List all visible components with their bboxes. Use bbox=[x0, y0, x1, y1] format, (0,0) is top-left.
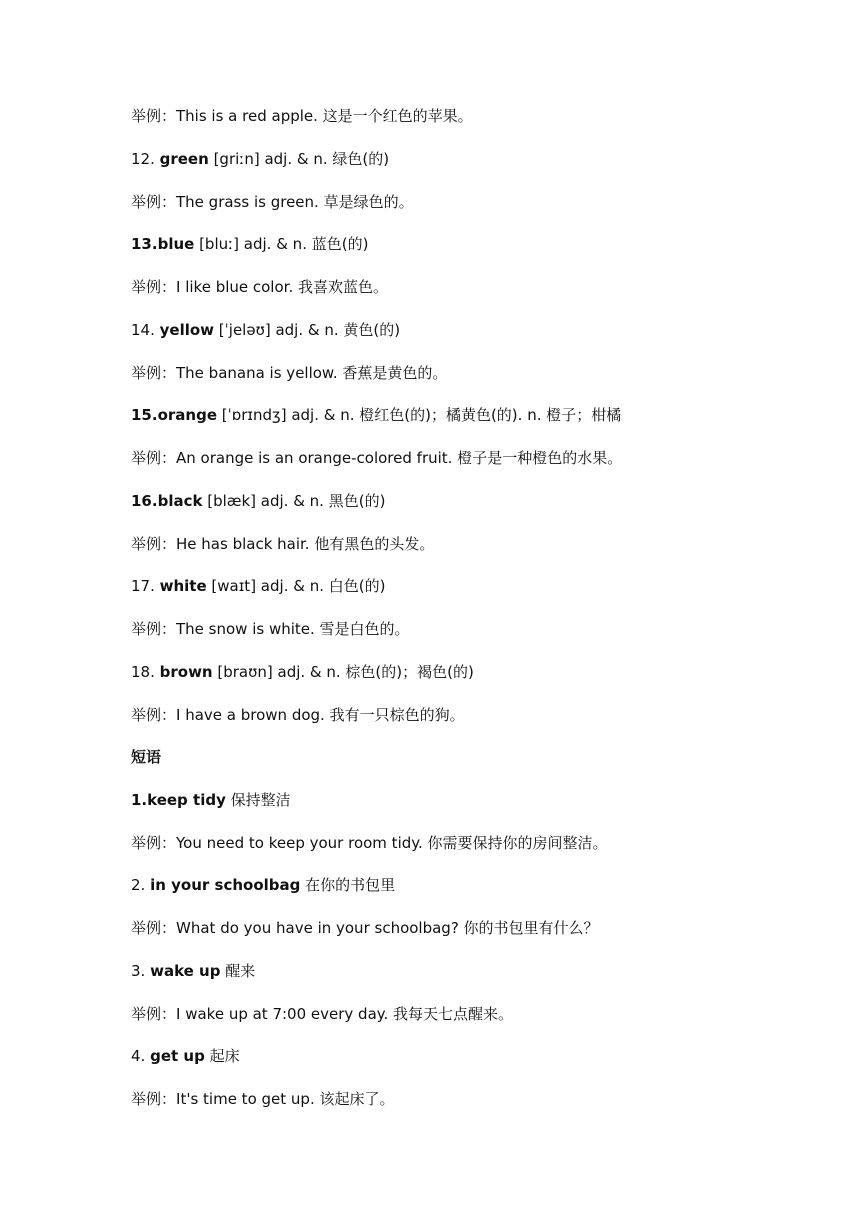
entry-number: 15. bbox=[131, 406, 158, 424]
vocab-entry bbox=[131, 320, 820, 340]
entry-number: 18. bbox=[131, 663, 160, 681]
entry-definition: [bluː] adj. & n. 蓝色(的) bbox=[194, 235, 369, 253]
example-text: I like blue color. 我喜欢蓝色。 bbox=[176, 278, 388, 296]
example-prefix: 举例： bbox=[131, 107, 177, 125]
example-line bbox=[131, 277, 820, 297]
example-prefix: 举例： bbox=[131, 278, 177, 296]
phrase-text: keep tidy bbox=[147, 791, 226, 809]
example-line bbox=[131, 106, 820, 126]
example-prefix: 举例： bbox=[131, 834, 177, 852]
example-prefix: 举例： bbox=[131, 919, 177, 937]
entry-number: 12. bbox=[131, 150, 160, 168]
phrase-number: 3. bbox=[131, 962, 151, 980]
entry-number: 16. bbox=[131, 492, 158, 510]
vocab-entry bbox=[131, 149, 820, 169]
example-prefix: 举例： bbox=[131, 535, 177, 553]
entry-word: black bbox=[157, 492, 203, 510]
entry-definition: [griːn] adj. & n. 绿色(的) bbox=[208, 150, 390, 168]
phrase-text: in your schoolbag bbox=[150, 876, 301, 894]
example-line bbox=[131, 192, 820, 212]
entry-word: brown bbox=[159, 663, 213, 681]
example-prefix: 举例： bbox=[131, 706, 177, 724]
example-prefix: 举例： bbox=[131, 193, 177, 211]
vocab-entry bbox=[131, 234, 820, 254]
entry-definition: [blæk] adj. & n. 黑色(的) bbox=[202, 492, 386, 510]
vocab-entry bbox=[131, 576, 820, 596]
example-prefix: 举例： bbox=[131, 1090, 177, 1108]
example-text: This is a red apple. 这是一个红色的苹果。 bbox=[176, 107, 473, 125]
phrase-definition: 在你的书包里 bbox=[300, 876, 396, 894]
phrase-entry bbox=[131, 875, 820, 895]
phrase-entry bbox=[131, 1046, 820, 1066]
example-line bbox=[131, 918, 820, 938]
entry-definition: [braʊn] adj. & n. 棕色(的)；褐色(的) bbox=[212, 663, 474, 681]
example-text: The snow is white. 雪是白色的。 bbox=[176, 620, 410, 638]
example-line bbox=[131, 1004, 820, 1024]
phrase-entry bbox=[131, 961, 820, 981]
example-line bbox=[131, 534, 820, 554]
example-text: An orange is an orange-colored fruit. 橙子是一种橙色的水果。 bbox=[176, 449, 623, 467]
example-line bbox=[131, 619, 820, 639]
entry-number: 17. bbox=[131, 577, 160, 595]
example-text: The banana is yellow. 香蕉是黄色的。 bbox=[176, 364, 448, 382]
phrase-number: 2. bbox=[131, 876, 151, 894]
example-line bbox=[131, 705, 820, 725]
example-line bbox=[131, 833, 820, 853]
entry-word: yellow bbox=[159, 321, 215, 339]
example-text: I wake up at 7:00 every day. 我每天七点醒来。 bbox=[176, 1005, 514, 1023]
example-text: What do you have in your schoolbag? 你的书包里有什么？ bbox=[176, 919, 599, 937]
example-text: He has black hair. 他有黑色的头发。 bbox=[176, 535, 435, 553]
example-line bbox=[131, 1089, 820, 1109]
example-text: I have a brown dog. 我有一只棕色的狗。 bbox=[176, 706, 465, 724]
phrase-definition: 起床 bbox=[204, 1047, 240, 1065]
vocab-entry bbox=[131, 491, 820, 511]
section-heading: 短语 bbox=[131, 748, 162, 766]
phrase-number: 4. bbox=[131, 1047, 151, 1065]
example-text: It's time to get up. 该起床了。 bbox=[176, 1090, 395, 1108]
phrase-entry bbox=[131, 790, 820, 810]
entry-word: orange bbox=[157, 406, 217, 424]
entry-number: 14. bbox=[131, 321, 160, 339]
example-line bbox=[131, 448, 820, 468]
entry-word: blue bbox=[157, 235, 195, 253]
example-prefix: 举例： bbox=[131, 449, 177, 467]
example-prefix: 举例： bbox=[131, 1005, 177, 1023]
vocab-entry bbox=[131, 662, 820, 682]
phrase-definition: 保持整洁 bbox=[225, 791, 291, 809]
phrase-text: get up bbox=[150, 1047, 205, 1065]
example-prefix: 举例： bbox=[131, 364, 177, 382]
entry-definition: [ˈɒrɪndʒ] adj. & n. 橙红色(的)；橘黄色(的). n. 橙子；柑橘 bbox=[217, 406, 622, 424]
example-text: You need to keep your room tidy. 你需要保持你的房间整洁。 bbox=[176, 834, 608, 852]
entry-definition: [ˈjeləʊ] adj. & n. 黄色(的) bbox=[214, 321, 401, 339]
entry-number: 13. bbox=[131, 235, 158, 253]
example-prefix: 举例： bbox=[131, 620, 177, 638]
example-line bbox=[131, 363, 820, 383]
example-text: The grass is green. 草是绿色的。 bbox=[176, 193, 414, 211]
phrase-text: wake up bbox=[150, 962, 221, 980]
phrase-number: 1. bbox=[131, 791, 148, 809]
entry-definition: [waɪt] adj. & n. 白色(的) bbox=[206, 577, 386, 595]
entry-word: green bbox=[159, 150, 209, 168]
phrase-definition: 醒来 bbox=[220, 962, 256, 980]
entry-word: white bbox=[159, 577, 207, 595]
vocab-entry bbox=[131, 405, 820, 425]
